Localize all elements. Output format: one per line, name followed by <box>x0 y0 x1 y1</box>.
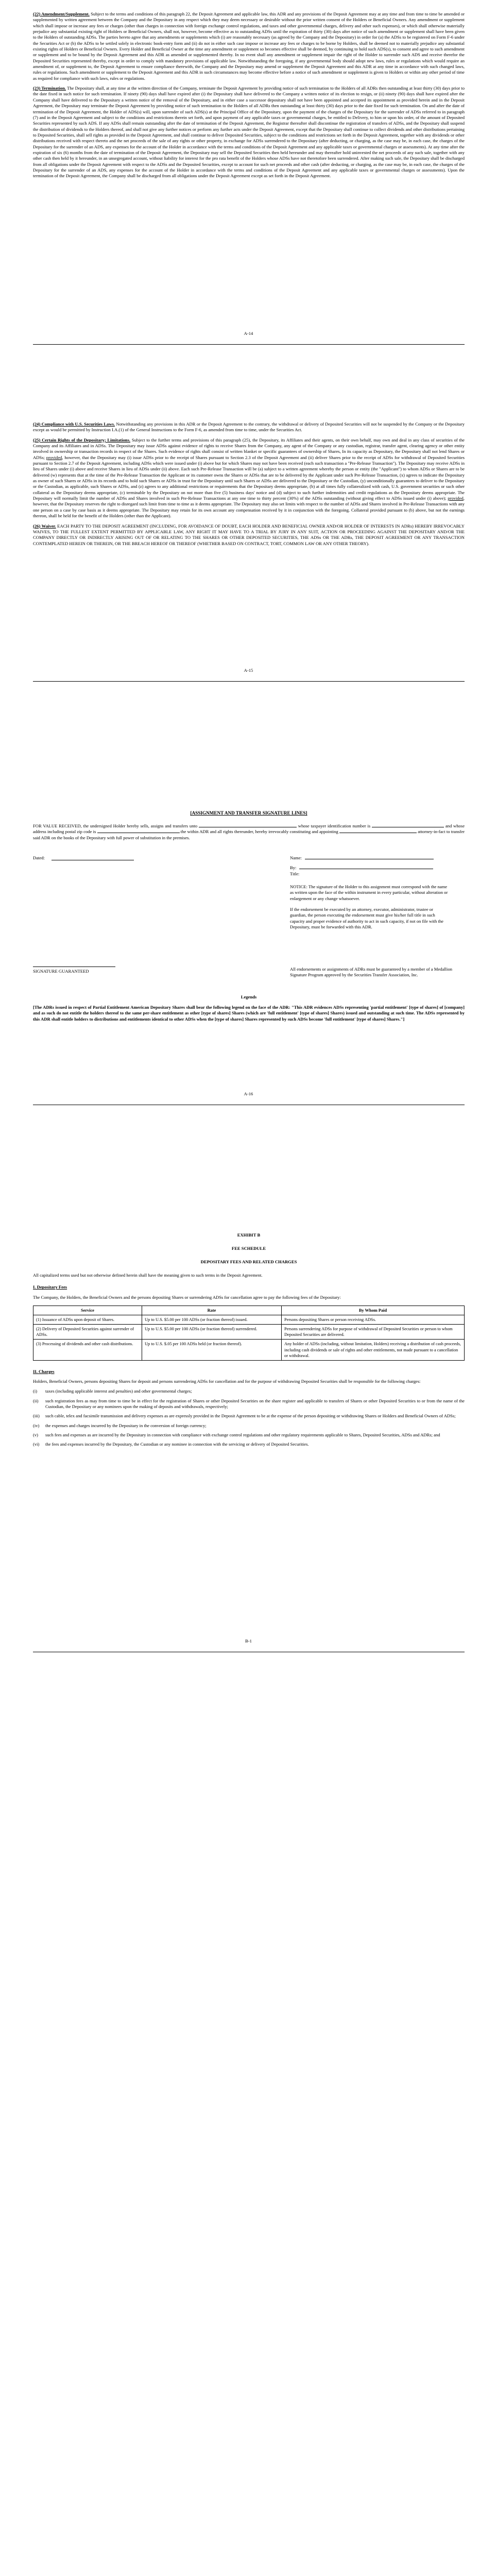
assignment-text-d: the within ADR and all rights thereunder, hereby irrevocably constituting and appointing <box>179 829 339 835</box>
section-22-heading: (22) Amendment/Supplement. <box>33 11 90 16</box>
name-row <box>290 855 465 861</box>
charge-text: such registration fees as may from time to time be in effect for the registration of Shares or other Deposited Securities on the share register and applicable to transfers of Shares or other Deposited Securities to or from the name of the Custodian, the Depositary or any nominees upon the making of deposits and withdrawals, respectively; <box>45 1398 465 1410</box>
charge-num: (i) <box>33 1388 38 1394</box>
assignment-text-b: whose taxpayer identification number is <box>296 823 372 828</box>
title-row <box>290 871 465 877</box>
table-row <box>33 1340 465 1360</box>
assignment-text-e: attorney-in-fact to transfer said ADR on the books of the Depositary with full power of substitution in the premises. <box>33 829 465 840</box>
paid-by-cell: Any holder of ADSs (including, without limitation, Holders) receiving a distribution of cash proceeds, including cash dividends or sale of rights and other entitlements, not made pursuant to a cancellation or withdrawal. <box>282 1340 465 1360</box>
section-ii-text: Holders, Beneficial Owners, persons depositing Shares for deposit and persons surrendering ADSs for cancellation and for the purpose of withdrawing Deposited Securities shall be responsible for the following charges: <box>33 1379 421 1384</box>
header-rate: Rate <box>142 1306 282 1315</box>
dated-label: Dated: <box>33 855 45 860</box>
charge-text: such cable, telex and facsimile transmission and delivery expenses as are expressly provided in the Deposit Agreement to be at the expense of the person depositing or withdrawing Shares or Holders and Beneficial Owners of ADSs; <box>45 1413 456 1419</box>
page-divider <box>33 681 465 682</box>
section-25-text-c: , however, that the Depositary reserves the right to disregard such limit from time to time as it deems appropriate. The Depositary may also set limits with respect to the number of ADSs and Shares involved in Pre-Release Transactions with any one person on a case by case basis as it deems appropriate. The Depositary may retain for its own account any compensation received by it in conjunction with the foregoing. Collateral provided pursuant to (b) above, but not the earnings thereon, shall be held for the benefit of the Holders (other than the Applicant). <box>33 496 465 519</box>
guarantee-text: All endorsements or assignments of ADRs must be guaranteed by a member of a Medallion Signature Program approved by the Securities Transfer Association, Inc. <box>290 967 453 978</box>
dated-field <box>33 855 45 861</box>
section-24-text: Notwithstanding any provisions in this ADR or the Deposit Agreement to the contrary, the withdrawal or delivery of Deposited Securities will not be suspended by the Company or the Depositary except as would be permitted by Instruction I.A.(1) of the General Instructions to the Form F-6, as amended from time to time, under the Securities Act. <box>33 421 465 433</box>
signature-block <box>290 855 465 934</box>
list-item <box>33 1423 465 1429</box>
exhibit-title: EXHIBIT B <box>237 1232 261 1238</box>
section-22-amendment <box>33 11 465 81</box>
charge-num: (ii) <box>33 1398 39 1403</box>
page-a14-content <box>33 11 465 183</box>
assignment-text <box>33 823 465 841</box>
intro-text: All capitalized terms used but not otherwise defined herein shall have the meaning given to such terms in the Deposit Agreement. <box>33 1273 263 1278</box>
section-25-heading: (25) Certain Rights of the Depositary; Limitations. <box>33 437 131 443</box>
section-25-provided-2: provided <box>448 496 464 501</box>
notice-text: NOTICE: The signature of the Holder to this assignment must correspond with the name as written upon the face of the within instrument in every particular, without alteration or enlargement or any change whatsoever. <box>290 884 448 901</box>
page-number-b1: B-1 <box>245 1638 252 1643</box>
table-row <box>33 1325 465 1340</box>
signature-guaranteed: SIGNATURE GUARANTEED <box>33 969 89 974</box>
charge-text: taxes (including applicable interest and penalties) and other governmental charges; <box>45 1388 192 1394</box>
section-25-text-b: , however, that the Depositary may (i) issue ADSs prior to the receipt of Shares pursuant to Section 2.3 of the Deposit Agreement and (ii) deliver Shares prior to the receipt of ADSs for withdrawal of Deposited Securities pursuant to Section 2.7 of the Deposit Agreement, including ADSs which were issued under (i) above but for which Shares may not have been received (each such transaction a "Pre-Release Transaction"). The Depositary may receive ADSs in lieu of Shares under (i) above and receive Shares in lieu of ADSs under (ii) above. Each such Pre-Release Transaction will be (a) subject to a written agreement whereby the person or entity (the "Applicant") to whom ADSs or Shares are to be delivered (w) represents that at the time of the Pre-Release Transaction the Applicant or its customer owns the Shares or ADSs that are to be delivered by the Applicant under such Pre-Release Transaction, (x) agrees to indicate the Depositary as owner of such Shares or ADSs in its records and to hold such Shares or ADSs in trust for the Depositary until such Shares or ADSs are delivered to the Depositary or the Custodian, (y) unconditionally guarantees to deliver to the Depositary or the Custodian, as applicable, such Shares or ADSs, and (z) agrees to any additional restrictions or requirements that the Depositary deems appropriate, (b) at all times fully collateralized with cash, U.S. government securities or such other collateral as the Depositary deems appropriate, (c) terminable by the Depositary on not more than five (5) business days' notice and (d) subject to such further indemnities and credit regulations as the Depositary deems appropriate. The Depositary will normally limit the number of ADSs and Shares involved in such Pre-Release Transactions at any one time to thirty percent (30%) of the ADSs outstanding (without giving effect to ADSs issued under (i) above); <box>33 454 465 501</box>
section-26-heading: (26) Waiver. <box>33 523 56 529</box>
assignment-text-a: FOR VALUE RECEIVED, the undersigned Holder hereby sells, assigns and transfers unto <box>33 823 199 828</box>
charge-num: (iv) <box>33 1422 40 1428</box>
page-a15-content <box>33 421 465 551</box>
section-ii-heading: II. Charges <box>33 1368 55 1374</box>
section-24-compliance <box>33 421 465 433</box>
charge-text: such fees and expenses as are incurred by the Depositary in connection with compliance with exchange control regulations and other regulatory requirements applicable to Shares, Deposited Securities, ADSs and ADRs; and <box>45 1432 440 1438</box>
assignment-title: [ASSIGNMENT AND TRANSFER SIGNATURE LINES] <box>190 810 307 816</box>
rate-cell: Up to U.S. $5.00 per 100 ADSs (or fraction thereof) surrendered. <box>142 1325 282 1340</box>
section-i-text: The Company, the Holders, the Beneficial Owners and the persons depositing Shares or surrendering ADSs for cancellation agree to pay the following fees of the Depositary: <box>33 1294 341 1300</box>
assignment-text-c: and whose address including postal zip code is <box>33 823 465 835</box>
depositary-fees-title: DEPOSITARY FEES AND RELATED CHARGES <box>200 1259 297 1264</box>
list-item <box>33 1432 465 1438</box>
page-number-a16: A-16 <box>244 1091 253 1096</box>
header-service: Service <box>33 1306 142 1315</box>
name-label: Name: <box>290 855 302 860</box>
section-26-text: EACH PARTY TO THE DEPOSIT AGREEMENT (INCLUDING, FOR AVOIDANCE OF DOUBT, EACH HOLDER AND BENEFICIAL OWNER AND/OR HOLDER OF INTERESTS IN ADRs) HEREBY IRREVOCABLY WAIVES, TO THE FULLEST EXTENT PERMITTED BY APPLICABLE LAW, ANY RIGHT IT MAY HAVE TO A TRIAL BY JURY IN ANY SUIT, ACTION OR PROCEEDING AGAINST THE DEPOSITARY AND/OR THE COMPANY DIRECTLY OR INDIRECTLY ARISING OUT OF OR RELATING TO THE SHARES OR OTHER DEPOSITED SECURITIES, THE ADSs OR THE ADRs, THE DEPOSIT AGREEMENT OR ANY TRANSACTION CONTEMPLATED HEREIN OR THEREIN, OR THE BREACH HEREOF OR THEREOF (WHETHER BASED ON CONTRACT, TORT, COMMON LAW OR ANY OTHER THEORY). <box>33 523 465 546</box>
paid-by-cell: Persons depositing Shares or person receiving ADSs. <box>282 1315 465 1325</box>
list-item <box>33 1388 465 1394</box>
by-row <box>290 865 465 871</box>
paid-by-cell: Persons surrendering ADSs for purpose of withdrawal of Deposited Securities or person to whom Deposited Securities are delivered. <box>282 1325 465 1340</box>
service-cell: (1) Issuance of ADSs upon deposit of Shares. <box>33 1315 142 1325</box>
rate-cell: Up to U.S. $.05 per 100 ADSs held (or fraction thereof). <box>142 1340 282 1360</box>
charge-text: the fees and expenses incurred by the Depositary, the Custodian or any nominee in connection with the servicing or delivery of Deposited Securities. <box>45 1442 309 1447</box>
charge-num: (iii) <box>33 1413 40 1419</box>
legends-title: Legends <box>241 994 257 999</box>
title-label: Title: <box>290 871 300 876</box>
rate-cell: Up to U.S. $5.00 per 100 ADSs (or fraction thereof) issued. <box>142 1315 282 1325</box>
fiduciary-text: If the endorsement be executed by an attorney, executor, administrator, trustee or guardian, the person executing the endorsement must give his/her full title in such capacity and proper evidence of authority to act in such capacity, if not on file with the Depositary, must be forwarded with this ADR. <box>290 907 443 930</box>
section-i-heading: I. Depositary Fees <box>33 1284 67 1290</box>
service-cell: (2) Delivery of Deposited Securities against surrender of ADSs. <box>33 1325 142 1340</box>
list-item <box>33 1413 465 1419</box>
section-24-heading: (24) Compliance with U.S. Securities Laws. <box>33 421 115 427</box>
by-label: By: <box>290 865 297 871</box>
charge-text: the expenses and charges incurred by the Depositary in the conversion of foreign currency; <box>45 1422 207 1428</box>
section-25-certain-rights <box>33 437 465 519</box>
legends-text: [The ADRs issued in respect of Partial Entitlement American Depositary Shares shall bear the following legend on the face of the ADR: "This ADR evidences ADSs representing 'partial entitlement' [type of shares] of [company] and as such do not entitle the holders thereof to the same per-share entitlement as other [type of shares] Shares (which are 'full entitlement' [type of shares] Shares) issued and outstanding at such time. The ADSs represented by this ADR shall entitle holders to distributions and entitlements identical to other ADSs when the [type of shares] Shares represented by such ADSs become 'full entitlement' [type of shares] Shares."] <box>33 1005 465 1022</box>
section-23-text: The Depositary shall, at any time at the written direction of the Company, terminate the Deposit Agreement by providing notice of such termination to the Holders of all ADRs then outstanding at least thirty (30) days prior to the date fixed in such notice for such termination. If ninety (90) days shall have expired after (i) the Depositary shall have delivered to the Company a written notice of its election to resign, or (ii) ninety (90) days shall have expired after the Company shall have delivered to the Depositary a written notice of the removal of the Depositary, and in either case a successor depositary shall not have been appointed and accepted its appointment as provided herein and in the Deposit Agreement, the Depositary may terminate the Deposit Agreement by providing notice of such termination to the Holders of all ADRs then outstanding at least thirty (30) days prior to the date fixed for such termination. On and after the date of termination of the Deposit Agreement, the Holder of ADS(s) will, upon surrender of such ADS(s) at the Principal Office of the Depositary, upon the payment of the charges of the Depositary for the surrender of ADSs referred to in paragraph (7) and in the Deposit Agreement and subject to the conditions and restrictions therein set forth, and upon payment of any applicable taxes or governmental charges, be entitled to Delivery, to him or upon his order, of the amount of Deposited Securities represented by such ADS. If any ADSs shall remain outstanding after the date of termination of the Deposit Agreement, the Registrar thereafter shall discontinue the registration of transfers of ADSs, and the Depositary shall suspend the distribution of dividends to the Holders thereof, and shall not give any further notices or perform any further acts under the Deposit Agreement, except that the Depositary shall continue to collect dividends and other distributions pertaining to Deposited Securities, shall sell rights as provided in the Deposit Agreement, and shall continue to deliver Deposited Securities, subject to the conditions and restrictions set forth in the Deposit Agreement, together with any dividends or other distributions received with respect thereto and the net proceeds of the sale of any rights or other property, in exchange for ADSs surrendered to the Depositary (after deducting, or charging, as the case may be, in each case, the charges of the Depositary for the surrender of an ADS, any expenses for the account of the Holder in accordance with the terms and conditions of the Deposit Agreement and any applicable taxes or governmental charges or assessments). At any time after the expiration of six (6) months from the date of termination of the Deposit Agreement, the Depositary may sell the Deposited Securities then held hereunder and may thereafter hold uninvested the net proceeds of any such sale, together with any other cash then held by it hereunder, in an unsegregated account, without liability for interest for the pro rata benefit of the Holders whose ADSs have not theretofore been surrendered. After making such sale, the Depositary shall be discharged from all obligations under the Deposit Agreement with respect to the ADSs and the Deposited Securities, except to account for such net proceeds and other cash (after deducting, or charging, as the case may be, in each case, the charges of the Depositary for the surrender of an ADS, any expenses for the account of the Holder in accordance with the terms and conditions of the Deposit Agreement and any applicable taxes or governmental charges or assessments). Upon the termination of the Deposit Agreement, the Company shall be discharged from all obligations under the Deposit Agreement except as set forth in the Deposit Agreement. <box>33 86 465 179</box>
list-item <box>33 1442 465 1447</box>
assignment-paragraph <box>33 823 465 845</box>
section-25-provided: provided <box>46 454 62 460</box>
section-25-text: Subject to the further terms and provisions of this paragraph (25), the Depositary, its Affiliates and their agents, on their own behalf, may own and deal in any class of securities of the Company and its Affiliates and in ADSs. The Depositary may issue ADSs against evidence of rights to receive Shares from the Company, any agent of the Company or any custodian, registrar, transfer agent, clearing agency or other entity involved in ownership or transaction records in respect of the Shares. Such evidence of rights shall consist of written blanket or specific guarantees of ownership of Shares, In its capacity as Depositary, the Depositary shall not lend Shares or ADSs; <box>33 437 465 460</box>
page-divider <box>33 344 465 345</box>
header-paid-by: By Whom Paid <box>282 1306 465 1315</box>
service-cell: (3) Processing of dividends and other cash distributions. <box>33 1340 142 1360</box>
section-23-heading: (23) Termination. <box>33 86 66 91</box>
section-26-waiver <box>33 523 465 547</box>
table-row <box>33 1315 465 1325</box>
fee-table <box>33 1306 465 1361</box>
charge-num: (vi) <box>33 1442 40 1447</box>
list-item <box>33 1398 465 1410</box>
fee-table-header <box>33 1306 465 1315</box>
fee-schedule-title: FEE SCHEDULE <box>231 1246 266 1251</box>
section-23-termination <box>33 86 465 179</box>
fee-intro <box>33 1273 465 1451</box>
charge-num: (v) <box>33 1432 39 1438</box>
page-number-a14: A-14 <box>244 331 253 336</box>
section-22-text: Subject to the terms and conditions of this paragraph 22, the Deposit Agreement and applicable law, this ADR and any provisions of the Deposit Agreement may at any time and from time to time be amended or supplemented by written agreement between the Company and the Depositary in any respect which they may deem necessary or desirable without the prior written consent of the Holders or Beneficial Owners. Any amendment or supplement which shall impose or increase any fees or charges (other than charges in connection with foreign exchange control regulations, and taxes and other governmental charges, delivery and other such expenses), or which shall otherwise materially prejudice any substantial existing right of Holders or Beneficial Owners, shall not, however, become effective as to outstanding ADSs until the expiration of thirty (30) days after notice of such amendment or supplement shall have been given to the Holders of outstanding ADSs. The parties hereto agree that any amendments or supplements which (i) are reasonably necessary (as agreed by the Company and the Depositary) in order for (a) the ADSs to be registered on Form F-6 under the Securities Act or (b) the ADSs to be settled solely in electronic book-entry form and (ii) do not in either such case impose or increase any fees or charges to be borne by Holders, shall be deemed not to materially prejudice any substantial existing rights of Holders or Beneficial Owners. Every Holder and Beneficial Owner at the time any amendment or supplement so becomes effective shall be deemed, by continuing to hold such ADS(s), to consent and agree to such amendment or supplement and to be bound by the Deposit Agreement and this ADR as amended or supplemented thereby. In no event shall any amendment or supplement impair the right of the Holder to surrender such ADS and receive therefor the Deposited Securities represented thereby, except in order to comply with mandatory provisions of applicable law. Notwithstanding the foregoing, if any governmental body should adopt new laws, rules or regulations which would require an amendment of, or supplement to, the Deposit Agreement to ensure compliance therewith, the Company and the Depositary may amend or supplement the Deposit Agreement and this ADR at any time in accordance with such changed laws, rules or regulations. Such amendment or supplement to the Deposit Agreement and this ADR in such circumstances may become effective before a notice of such amendment or supplement is given to Holders or within any other period of time as required for compliance with such laws, rules or regulations. <box>33 11 465 81</box>
page-number-a15: A-15 <box>244 668 253 673</box>
